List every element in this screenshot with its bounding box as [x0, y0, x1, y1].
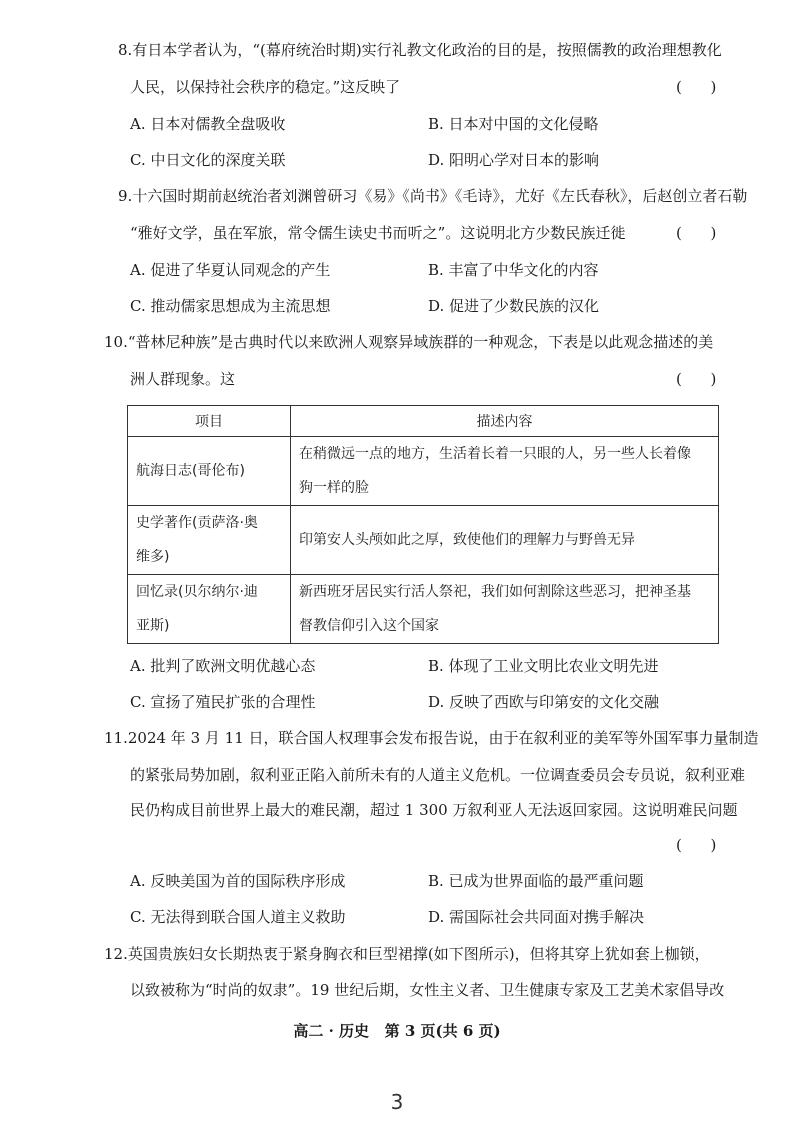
option-d[interactable]: D. 阳明心学对日本的影响	[428, 151, 600, 169]
option-c[interactable]: C. 宣扬了殖民扩张的合理性	[130, 693, 316, 711]
answer-blank[interactable]: ( )	[676, 370, 717, 388]
option-a[interactable]: A. 促进了华夏认同观念的产生	[130, 261, 331, 279]
source-table	[127, 405, 719, 644]
option-b[interactable]: B. 日本对中国的文化侵略	[428, 115, 599, 133]
table-cell-desc	[291, 506, 719, 575]
table-header-row	[128, 406, 719, 437]
option-d[interactable]: D. 反映了西欧与印第安的文化交融	[428, 693, 660, 711]
cell-text: 维多)	[136, 549, 170, 565]
table-cell-desc	[291, 437, 719, 506]
cell-text: 亚斯)	[136, 618, 170, 634]
option-c[interactable]: C. 中日文化的深度关联	[130, 151, 286, 169]
option-c[interactable]: C. 推动儒家思想成为主流思想	[130, 297, 331, 315]
cell-text: 航海日志(哥伦布)	[136, 463, 245, 479]
option-b[interactable]: B. 体现了工业文明比农业文明先进	[428, 657, 659, 675]
question-number: 10.	[104, 333, 128, 351]
question-11-line-2: 的紧张局势加剧，叙利亚正陷入前所未有的人道主义危机。一位调查委员会专员说，叙利亚难	[130, 766, 746, 784]
question-11-line-1	[104, 728, 759, 748]
question-text: 有日本学者认为，“(幕府统治时期)实行礼教文化政治的目的是，按照儒教的政治理想教化	[132, 41, 722, 59]
cell-text: 回忆录(贝尔纳尔·迪	[136, 584, 258, 600]
question-text: “普林尼种族”是古典时代以来欧洲人观察异域族群的一种观念，下表是以此观念描述的美	[127, 333, 714, 351]
question-number: 12.	[104, 945, 128, 963]
question-text: 十六国时期前赵统治者刘渊曾研习《易》《尚书》《毛诗》，尤好《左氏春秋》，后赵创立者石勒	[132, 187, 748, 205]
question-number: 9.	[118, 187, 133, 205]
question-8-line-1	[118, 40, 722, 60]
page-footer: 高二 · 历史 第 3 页(共 6 页)	[293, 1022, 501, 1040]
cell-text: 印第安人头颅如此之厚，致使他们的理解力与野兽无异	[299, 532, 635, 548]
question-10-line-1	[104, 332, 713, 352]
table-header-item: 项目	[128, 406, 291, 437]
question-text: 2024 年 3 月 11 日，联合国人权理事会发布报告说，由于在叙利亚的美军等外国军事力量制造	[127, 729, 759, 747]
cell-text: 新西班牙居民实行活人祭祀，我们如何割除这些恶习，把神圣基	[299, 584, 691, 600]
cell-text: 督教信仰引入这个国家	[299, 618, 439, 634]
table-cell-item	[128, 506, 291, 575]
question-12-line-2: 以致被称为“时尚的奴隶”。19 世纪后期，女性主义者、卫生健康专家及工艺美术家倡导改	[130, 981, 725, 999]
question-12-line-1	[104, 944, 710, 964]
table-row	[128, 437, 719, 506]
answer-blank[interactable]: ( )	[676, 224, 717, 242]
option-d[interactable]: D. 需国际社会共同面对携手解决	[428, 908, 645, 926]
option-a[interactable]: A. 日本对儒教全盘吸收	[130, 115, 286, 133]
option-a[interactable]: A. 批判了欧洲文明优越心态	[130, 657, 316, 675]
table-cell-item	[128, 437, 291, 506]
option-b[interactable]: B. 已成为世界面临的最严重问题	[428, 872, 644, 890]
option-d[interactable]: D. 促进了少数民族的汉化	[428, 297, 600, 315]
table-row	[128, 506, 719, 575]
option-b[interactable]: B. 丰富了中华文化的内容	[428, 261, 599, 279]
table-cell-desc	[291, 575, 719, 644]
option-c[interactable]: C. 无法得到联合国人道主义救助	[130, 908, 346, 926]
cell-text: 在稍微远一点的地方，生活着长着一只眼的人，另一些人长着像	[299, 446, 691, 462]
question-number: 11.	[104, 729, 128, 747]
table-header-desc: 描述内容	[291, 406, 719, 437]
question-11-line-3: 民仍构成目前世界上最大的难民潮，超过 1 300 万叙利亚人无法返回家园。这说明难民问题	[130, 801, 738, 819]
answer-blank[interactable]: ( )	[676, 78, 717, 96]
question-text: 英国贵族妇女长期热衷于紧身胸衣和巨型裙撑(如下图所示)，但将其穿上犹如套上枷锁，	[127, 945, 710, 963]
question-8-line-2: 人民，以保持社会秩序的稳定。”这反映了	[130, 78, 401, 96]
question-10-line-2: 洲人群现象。这	[130, 370, 236, 388]
question-number: 8.	[118, 41, 133, 59]
answer-blank[interactable]: ( )	[676, 836, 717, 854]
option-a[interactable]: A. 反映美国为首的国际秩序形成	[130, 872, 346, 890]
question-9-line-1	[118, 186, 747, 206]
cell-text: 史学著作(贡萨洛·奥	[136, 515, 258, 531]
question-9-line-2: “雅好文学，虽在军旅，常令儒生读史书而听之”。这说明北方少数民族迁徙	[130, 224, 626, 242]
page-number: 3	[390, 1090, 404, 1114]
table-row	[128, 575, 719, 644]
cell-text: 狗一样的脸	[299, 480, 369, 496]
table-cell-item	[128, 575, 291, 644]
